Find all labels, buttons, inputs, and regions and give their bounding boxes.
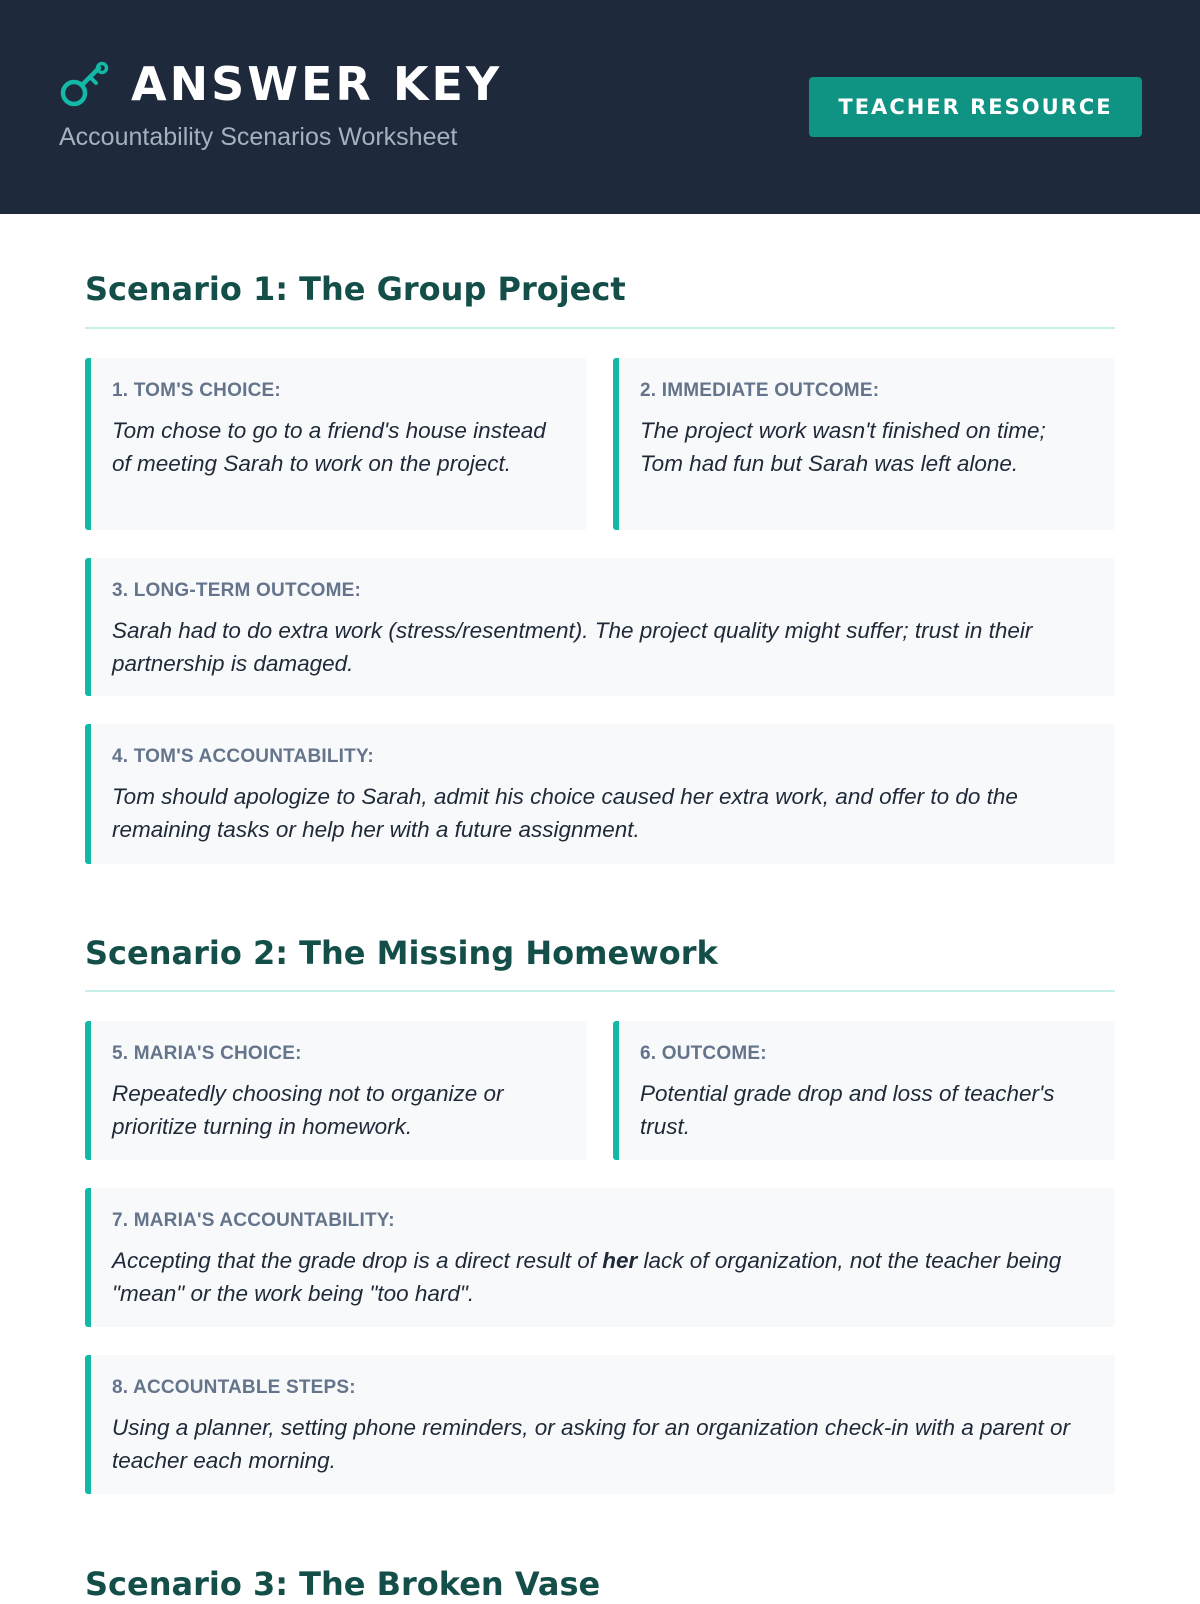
- scenario-2-title: Scenario 2: The Missing Homework: [85, 934, 718, 972]
- brand: [59, 58, 502, 152]
- answer-card-3: [85, 558, 1115, 696]
- scenario-1-title: Scenario 1: The Group Project: [85, 270, 626, 308]
- scenario-3-title: Scenario 3: The Broken Vase: [85, 1565, 601, 1603]
- scenario-2-divider: [85, 990, 1115, 992]
- answer-card-5: [85, 1021, 587, 1160]
- card-answer: [112, 1244, 1089, 1310]
- answer-card-2: [613, 358, 1115, 530]
- card-label: 2. IMMEDIATE OUTCOME:: [640, 380, 880, 401]
- card-answer: Repeatedly choosing not to organize or prioritize turning in homework.: [112, 1081, 504, 1139]
- answer-card-4: [85, 724, 1115, 864]
- card-answer: Using a planner, setting phone reminders, or asking for an organization check-in with a parent or teacher each morning.: [112, 1415, 1071, 1473]
- answer-text-part: Accepting that the grade drop is a direct result of: [112, 1248, 603, 1273]
- card-answer: Tom should apologize to Sarah, admit his choice caused her extra work, and offer to do the remaining tasks or help her with a future assignment.: [112, 784, 1018, 842]
- card-label: 4. TOM'S ACCOUNTABILITY:: [112, 746, 374, 767]
- answer-card-7: [85, 1188, 1115, 1327]
- answer-card-1: [85, 358, 587, 530]
- card-label: 5. MARIA'S CHOICE:: [112, 1043, 302, 1064]
- card-label: 8. ACCOUNTABLE STEPS:: [112, 1377, 356, 1398]
- card-answer: Potential grade drop and loss of teacher's trust.: [640, 1081, 1055, 1139]
- card-answer: Sarah had to do extra work (stress/resentment). The project quality might suffer; trust in their partnership is damaged.: [112, 618, 1033, 676]
- card-answer: Tom chose to go to a friend's house instead of meeting Sarah to work on the project.: [112, 418, 546, 476]
- card-label: 1. TOM'S CHOICE:: [112, 380, 281, 401]
- scenario-1-divider: [85, 327, 1115, 329]
- card-label: 3. LONG-TERM OUTCOME:: [112, 580, 362, 601]
- page-subtitle: Accountability Scenarios Worksheet: [59, 123, 458, 151]
- card-label: 7. MARIA'S ACCOUNTABILITY:: [112, 1210, 395, 1231]
- page-title: ANSWER KEY: [131, 57, 503, 111]
- page-header: [0, 0, 1200, 214]
- card-answer: The project work wasn't finished on time; Tom had fun but Sarah was left alone.: [640, 418, 1046, 476]
- key-icon: [59, 60, 111, 108]
- emphasis-text: her: [602, 1248, 638, 1273]
- teacher-resource-badge: TEACHER RESOURCE: [809, 77, 1142, 137]
- answer-card-6: [613, 1021, 1115, 1160]
- card-label: 6. OUTCOME:: [640, 1043, 767, 1064]
- answer-text-part: lack of organization, not the teacher being "mean" or the work being "too hard".: [112, 1248, 1062, 1306]
- answer-card-8: [85, 1355, 1115, 1494]
